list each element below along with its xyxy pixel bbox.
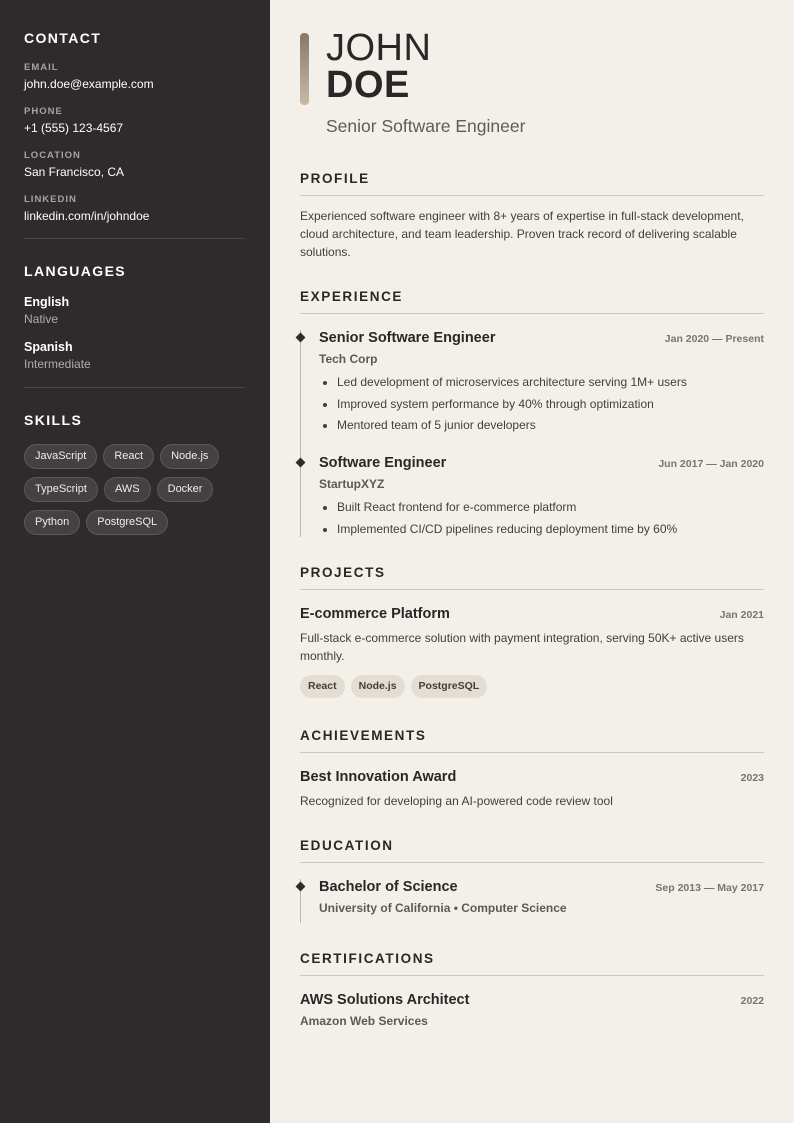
achievements-section	[300, 728, 764, 810]
contact-label: EMAIL	[24, 62, 59, 73]
location-value: San Francisco, CA	[24, 165, 125, 179]
experience-item	[319, 330, 764, 433]
section-heading: ACHIEVEMENTS	[300, 728, 764, 753]
contact-label: LOCATION	[24, 150, 81, 161]
timeline-diamond-icon	[296, 333, 306, 343]
education-section	[300, 838, 764, 923]
school-name: University of California • Computer Science	[319, 900, 567, 915]
timeline-diamond-icon	[296, 881, 306, 891]
bullet-list	[319, 500, 764, 537]
skill-chip: Docker	[157, 477, 214, 502]
degree: Bachelor of Science	[319, 878, 458, 895]
job-dates: Jun 2017 — Jan 2020	[658, 458, 764, 470]
bullet-item: • Improved system performance by 40% through optimization	[337, 397, 764, 412]
experience-item	[319, 455, 764, 537]
contact-location	[24, 150, 245, 179]
education-dates: Sep 2013 — May 2017	[655, 881, 764, 894]
company-name: StartupXYZ	[319, 477, 385, 491]
bullet-item: • Built React frontend for e-commerce platform	[337, 500, 764, 515]
contact-email	[24, 62, 245, 91]
skill-chip: JavaScript	[24, 444, 97, 469]
section-heading: CERTIFICATIONS	[300, 951, 764, 976]
language-item	[24, 295, 245, 326]
language-level: Native	[24, 312, 59, 326]
certification-item	[300, 992, 764, 1028]
item-header	[319, 330, 764, 346]
company-name: Tech Corp	[319, 352, 378, 366]
skills-list	[24, 444, 245, 535]
skill-chip: Python	[24, 510, 80, 535]
certifications-section	[300, 951, 764, 1028]
job-dates: Jan 2020 — Present	[664, 333, 764, 345]
certification-title: AWS Solutions Architect	[300, 991, 470, 1008]
language-level: Intermediate	[24, 357, 91, 371]
achievement-description: Recognized for developing an AI-powered code review tool	[300, 793, 613, 808]
certification-date: 2022	[740, 994, 764, 1007]
project-item	[300, 606, 764, 698]
projects-section	[300, 565, 764, 698]
contact-phone	[24, 106, 245, 135]
achievement-title: Best Innovation Award	[300, 768, 457, 785]
job-position: Software Engineer	[319, 455, 447, 471]
item-header	[300, 992, 764, 1008]
tech-tag: Node.js	[351, 675, 405, 698]
achievement-item	[300, 769, 764, 810]
phone-value: +1 (555) 123-4567	[24, 121, 124, 135]
bullet-list	[319, 375, 764, 433]
bullet-item: • Implemented CI/CD pipelines reducing deployment time by 60%	[337, 522, 764, 537]
main-content	[270, 0, 794, 1123]
contact-list	[24, 62, 245, 223]
email-link[interactable]: john.doe@example.com	[24, 77, 154, 91]
section-heading: EXPERIENCE	[300, 289, 764, 314]
experience-timeline	[300, 330, 764, 537]
language-item	[24, 340, 245, 371]
sidebar-divider	[24, 238, 245, 239]
section-heading: PROJECTS	[300, 565, 764, 590]
contact-heading: CONTACT	[24, 30, 102, 46]
name-header	[300, 27, 764, 137]
section-heading: EDUCATION	[300, 838, 764, 863]
contact-label: PHONE	[24, 106, 63, 117]
skills-heading: SKILLS	[24, 412, 83, 428]
skill-chip: TypeScript	[24, 477, 98, 502]
education-item	[319, 879, 764, 915]
profile-text: Experienced software engineer with 8+ years of expertise in full-stack development, cloud architecture, and team leadership. Proven track record of delivering scalable solutions.	[300, 209, 744, 259]
tech-tag: PostgreSQL	[411, 675, 488, 698]
certification-issuer: Amazon Web Services	[300, 1013, 428, 1028]
section-heading: PROFILE	[300, 171, 764, 196]
education-timeline	[300, 879, 764, 923]
last-name: DOE	[326, 64, 410, 106]
skill-chip: AWS	[104, 477, 151, 502]
language-name: English	[24, 295, 70, 309]
achievement-date: 2023	[740, 771, 764, 784]
item-header	[319, 455, 764, 471]
job-position: Senior Software Engineer	[319, 330, 496, 346]
language-name: Spanish	[24, 340, 73, 354]
first-name: JOHN	[326, 27, 432, 69]
languages-heading: LANGUAGES	[24, 263, 127, 279]
contact-linkedin	[24, 194, 245, 223]
bullet-item: • Mentored team of 5 junior developers	[337, 418, 764, 433]
timeline-diamond-icon	[296, 458, 306, 468]
skill-chip: React	[103, 444, 154, 469]
project-date: Jan 2021	[719, 608, 764, 621]
skill-chip: PostgreSQL	[86, 510, 168, 535]
experience-section	[300, 289, 764, 537]
bullet-item: • Led development of microservices architecture serving 1M+ users	[337, 375, 764, 390]
item-header	[300, 769, 764, 785]
sidebar	[0, 0, 270, 1123]
linkedin-link[interactable]: linkedin.com/in/johndoe	[24, 209, 150, 223]
project-description: Full-stack e-commerce solution with payment integration, serving 50K+ active users monthly.	[300, 630, 744, 663]
job-title: Senior Software Engineer	[326, 116, 526, 136]
item-header	[319, 879, 764, 895]
item-header	[300, 606, 764, 622]
project-title: E-commerce Platform	[300, 605, 450, 622]
project-tags	[300, 675, 764, 698]
profile-section	[300, 171, 764, 261]
skill-chip: Node.js	[160, 444, 219, 469]
contact-label: LINKEDIN	[24, 194, 77, 205]
accent-bar	[300, 33, 309, 105]
tech-tag: React	[300, 675, 345, 698]
sidebar-divider	[24, 387, 245, 388]
